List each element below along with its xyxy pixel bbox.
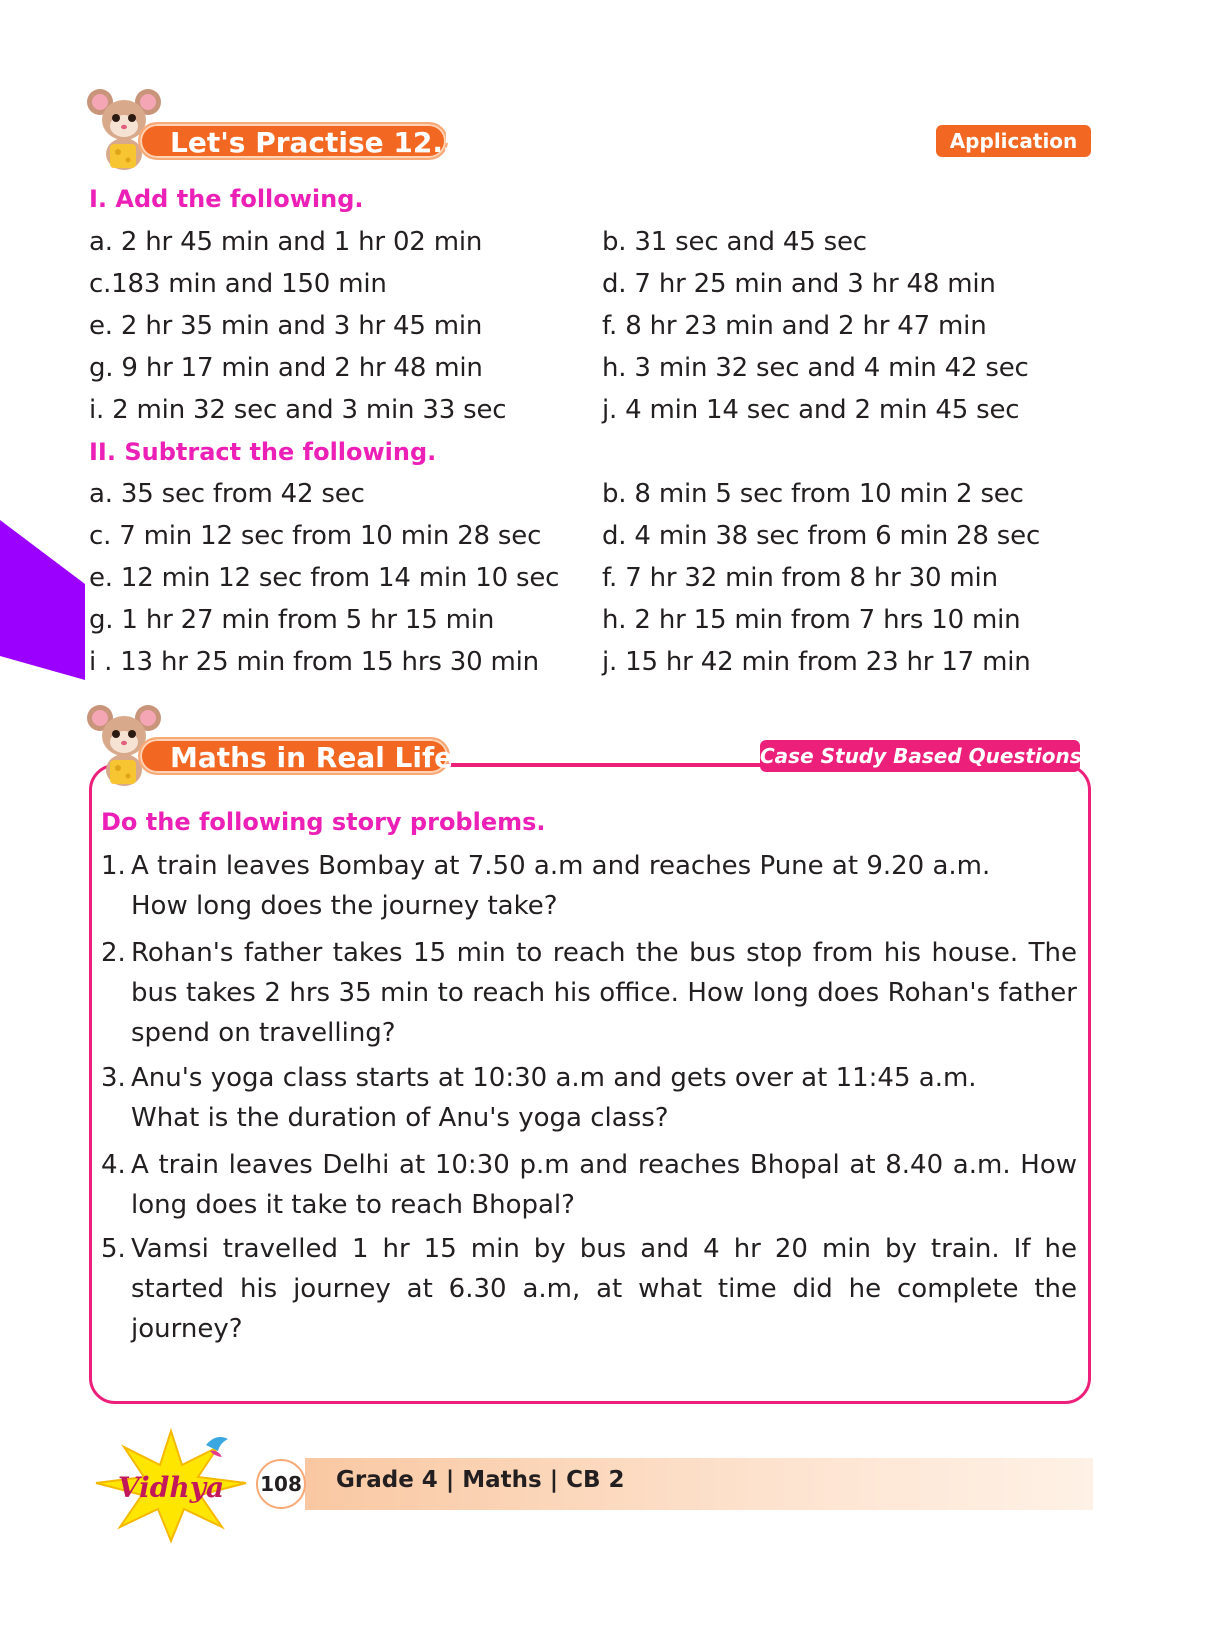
list-item: d. 4 min 38 sec from 6 min 28 sec (602, 521, 1041, 551)
footer-grade: Grade 4 (336, 1467, 438, 1493)
add-heading: I. Add the following. (89, 185, 364, 213)
application-badge-label: Application (949, 129, 1078, 153)
list-item: d. 7 hr 25 min and 3 hr 48 min (602, 269, 996, 299)
list-item: e. 12 min 12 sec from 14 min 10 sec (89, 563, 560, 593)
footer-info (336, 1467, 625, 1493)
real-life-title: Maths in Real Life (170, 741, 454, 774)
page-number: 108 (256, 1459, 306, 1509)
list-item: a. 2 hr 45 min and 1 hr 02 min (89, 227, 483, 257)
subtract-heading: II. Subtract the following. (89, 438, 437, 466)
list-item: b. 8 min 5 sec from 10 min 2 sec (602, 479, 1024, 509)
case-study-badge (760, 740, 1080, 772)
list-item: i . 13 hr 25 min from 15 hrs 30 min (89, 647, 539, 677)
subtract-right-column (602, 473, 1040, 683)
list-item: i. 2 min 32 sec and 3 min 33 sec (89, 395, 507, 425)
problem-number: 5. (101, 1234, 126, 1264)
list-item: f. 7 hr 32 min from 8 hr 30 min (602, 563, 998, 593)
problem-text: Anu's yoga class starts at 10:30 a.m and gets over at 11:45 a.m. What is the duration of Anu's yoga class? (131, 1063, 977, 1133)
list-item: h. 3 min 32 sec and 4 min 42 sec (602, 353, 1029, 383)
logo-text: Vidhya (117, 1471, 225, 1504)
vidhya-logo (86, 1425, 256, 1545)
list-item: c.183 min and 150 min (89, 269, 387, 299)
footer-separator: | (445, 1467, 455, 1493)
application-badge (936, 125, 1091, 157)
case-study-badge-label: Case Study Based Questions (760, 744, 1082, 768)
practise-title-pill (138, 122, 463, 160)
problem-number: 2. (101, 938, 126, 968)
list-item: j. 4 min 14 sec and 2 min 45 sec (602, 395, 1020, 425)
story-problem-3 (101, 1058, 1077, 1138)
story-problem-5 (101, 1229, 1077, 1349)
list-item: j. 15 hr 42 min from 23 hr 17 min (602, 647, 1031, 677)
problem-text: Vamsi travelled 1 hr 15 min by bus and 4 hr 20 min by train. If he started his journey at 6.30 a.m, at what time did he complete the journey? (131, 1234, 1077, 1344)
subtract-left-column (89, 473, 559, 683)
list-item: g. 9 hr 17 min and 2 hr 48 min (89, 353, 483, 383)
side-tab-decoration (0, 520, 85, 680)
story-problem-4 (101, 1145, 1077, 1225)
real-life-title-pill (138, 737, 454, 775)
list-item: a. 35 sec from 42 sec (89, 479, 365, 509)
problem-text: A train leaves Delhi at 10:30 p.m and reaches Bhopal at 8.40 a.m. How long does it take to reach Bhopal? (131, 1150, 1077, 1220)
list-item: c. 7 min 12 sec from 10 min 28 sec (89, 521, 542, 551)
footer-subject: Maths (462, 1467, 542, 1493)
problem-number: 3. (101, 1063, 126, 1093)
add-left-column (89, 221, 506, 431)
list-item: f. 8 hr 23 min and 2 hr 47 min (602, 311, 987, 341)
add-right-column (602, 221, 1029, 431)
practise-title: Let's Practise 12.5 (170, 126, 463, 159)
story-problem-2 (101, 933, 1077, 1053)
list-item: b. 31 sec and 45 sec (602, 227, 867, 257)
footer-book: CB 2 (566, 1467, 625, 1493)
divider (448, 763, 778, 766)
footer-separator: | (549, 1467, 559, 1493)
story-heading: Do the following story problems. (101, 808, 546, 836)
problem-text: A train leaves Bombay at 7.50 a.m and reaches Pune at 9.20 a.m. How long does the journey take? (131, 851, 991, 921)
list-item: e. 2 hr 35 min and 3 hr 45 min (89, 311, 483, 341)
list-item: h. 2 hr 15 min from 7 hrs 10 min (602, 605, 1021, 635)
problem-number: 1. (101, 851, 126, 881)
story-problem-1 (101, 846, 1077, 926)
problem-text: Rohan's father takes 15 min to reach the bus stop from his house. The bus takes 2 hrs 35 min to reach his office. How long does Rohan's father spend on travelling? (131, 938, 1077, 1048)
problem-number: 4. (101, 1150, 126, 1180)
list-item: g. 1 hr 27 min from 5 hr 15 min (89, 605, 495, 635)
